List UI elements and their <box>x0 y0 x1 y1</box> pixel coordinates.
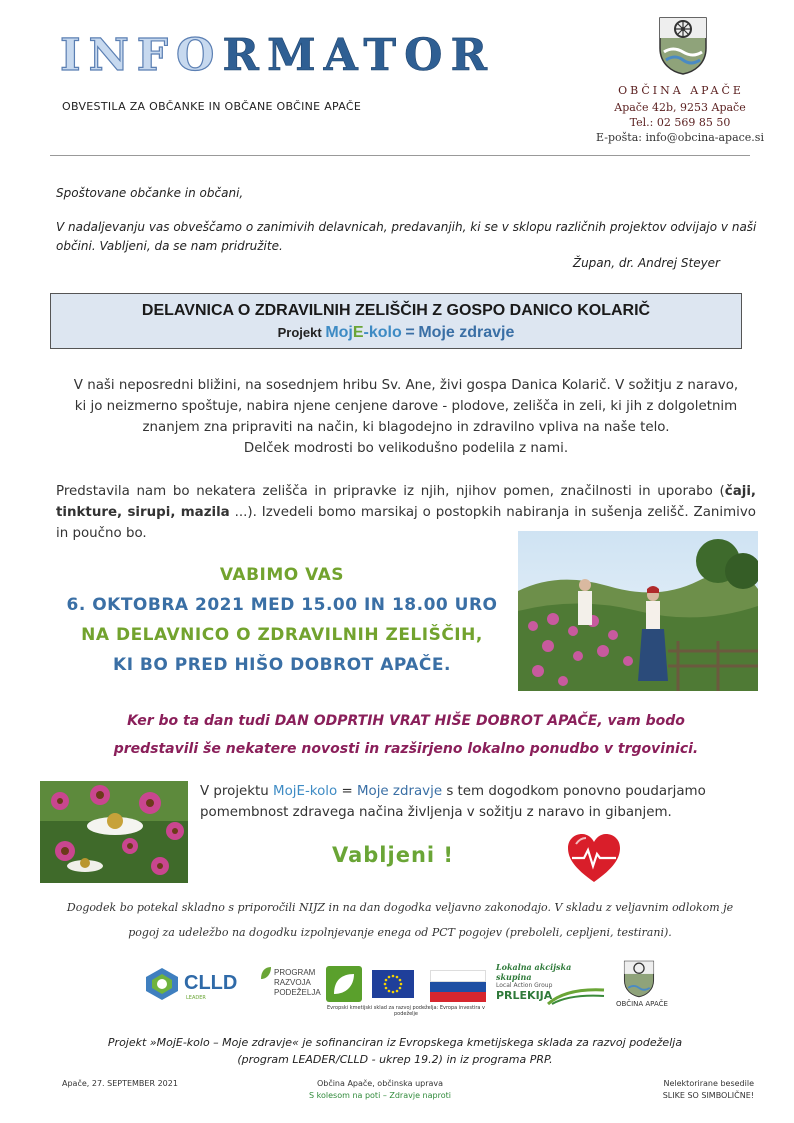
prp-line: RAZVOJA <box>274 978 311 987</box>
p2-end: ...). Izvedeli bomo marsikaj o postopkih nabiranja in sušenja zelišč. Zanimivo in poučno bo. <box>56 505 757 541</box>
event-heading: DELAVNICA O ZDRAVILNIH ZELIŠČIH Z GOSPO DANICO KOLARIČ <box>141 302 651 319</box>
invitation-date: 6. OKTOBRA 2021 MED 15.00 IN 18.00 URO <box>66 595 498 615</box>
clld-emblem-icon <box>144 966 180 1002</box>
phone: Tel.: 02 569 85 50 <box>629 116 731 129</box>
health-note-line-1: Dogodek bo potekal skladno s priporočili NIJZ in na dan dogodka veljavno zakonodajo. V skladu z veljavnim odlokom je <box>66 901 734 914</box>
project-moj: Moj <box>325 324 353 341</box>
email[interactable]: E-pošta: info@obcina-apace.si <box>596 131 764 144</box>
project-text-mojekolo: MojE-kolo <box>273 784 338 799</box>
footer-center <box>300 1078 460 1102</box>
las-name: PRLEKIJA <box>496 989 553 1002</box>
footer-disclaimer: Nelektorirane besedile <box>663 1079 754 1088</box>
project-label: Projekt <box>277 325 322 340</box>
mayor-signature: Župan, dr. Andrej Steyer <box>572 256 720 270</box>
slovenia-flag-icon <box>430 970 486 1000</box>
clld-subtext: LEADER <box>186 995 206 1001</box>
clld-text: CLLD <box>184 972 238 994</box>
project-text-equals: = <box>341 784 353 799</box>
greeting: Spoštovane občanke in občani, <box>56 186 244 200</box>
project-equals: = <box>405 324 415 341</box>
project-line <box>51 324 741 342</box>
title-part-solid: RMATOR <box>222 30 496 81</box>
footer-office: Občina Apače, občinska uprava <box>316 1079 444 1088</box>
invitation-line-3: NA DELAVNICO O ZDRAVILNIH ZELIŠČIH, <box>81 625 483 645</box>
funding-line-2: (program LEADER/CLLD - ukrep 19.2) in iz programa PRP. <box>237 1053 553 1066</box>
las-title: Lokalna akcijska skupina <box>496 962 572 982</box>
invitation-location: KI BO PRED HIŠO DOBROT APAČE. <box>113 655 451 675</box>
event-title-box <box>50 293 742 349</box>
prp-line: PODEŽELJA <box>274 988 321 997</box>
prp-line: PROGRAM <box>274 968 316 977</box>
footer-right <box>648 1078 754 1102</box>
project-text-zdravje: Moje zdravje <box>356 784 443 799</box>
title-part-outline: INFO <box>60 30 223 81</box>
project-e: E <box>352 324 364 341</box>
funding-line-1: Projekt »MojE-kolo – Moje zdravje« je sofinanciran iz Evropskega kmetijskega sklada za razvoj podeželja <box>107 1036 683 1049</box>
footer-slogan: S kolesom na poti – Zdravje naproti <box>309 1091 451 1100</box>
eu-fund-banner: Evropski kmetijski sklad za razvoj podeželja: Evropa investira v podeželje <box>326 1005 486 1017</box>
herb-garden-photo <box>518 531 758 691</box>
intro-line-2: občini. Vabljeni, da se nam pridružite. <box>56 239 283 253</box>
las-vines-icon <box>546 984 606 1006</box>
las-subtitle: Local Action Group <box>496 982 553 989</box>
eu-stars-icon <box>372 970 414 998</box>
intro-line-1: V nadaljevanju vas obveščamo o zanimivih delavnicah, predavanjih, ki se v sklopu različnih projektov odvijajo v naši <box>56 220 757 234</box>
p1-line: Delček modrosti bo velikodušno podelila z nami. <box>243 441 569 456</box>
project-name <box>325 324 401 341</box>
municipality-name: OBČINA APAČE <box>618 84 744 97</box>
leader-leaf-icon <box>326 966 362 1002</box>
welcome-text: Vabljeni ! <box>332 843 454 867</box>
project-text-rest: s tem dogodkom ponovno poudarjamo <box>446 784 706 799</box>
leader-logo <box>326 966 362 1002</box>
health-note-line-2: pogoj za udeležbo na dogodku izpolnjevanje enega od PCT pogojev (preboleli, cepljeni, testirani). <box>128 926 672 939</box>
footer-date: Apače, 27. SEPTEMBER 2021 <box>62 1079 178 1088</box>
project-text-line-1 <box>200 781 740 802</box>
p1-line: ki jo neizmerno spoštuje, nabira njene cenjene darove - plodove, zelišča in zeli, ki jih z dolgoletnim <box>74 399 738 414</box>
open-day-line-1: Ker bo ta dan tudi DAN ODPRTIH VRAT HIŠE DOBROT APAČE, vam bodo <box>127 713 685 729</box>
prp-logo <box>258 966 320 1014</box>
p1-line: V naši neposredni bližini, na sosednjem hribu Sv. Ane, živi gospa Danica Kolarič. V sožitju z naravo, <box>73 378 739 393</box>
las-prlekija-logo <box>496 962 608 1010</box>
municipality-contact <box>590 100 770 145</box>
obcina-logo-text: OBČINA APAČE <box>616 1000 668 1008</box>
prp-leaf-icon <box>260 966 272 980</box>
echinacea-flowers-photo <box>40 781 188 883</box>
p1-line: znanjem zna pripraviti na način, ki blagodejno in zdravilno vpliva na naše telo. <box>142 420 670 435</box>
invitation-line-1: VABIMO VAS <box>219 565 345 585</box>
project-moje-zdravje: Moje zdravje <box>418 324 515 341</box>
p2-products: čaji, tinkture, sirupi, mazila <box>56 484 756 520</box>
municipality-coat-of-arms-icon <box>658 16 708 76</box>
project-text-line-2: pomembnost zdravega načina življenja v sožitju z naravo in gibanjem. <box>200 805 672 820</box>
newsletter-subtitle: OBVESTILA ZA OBČANKE IN OBČANE OBČINE APAČE <box>62 100 362 113</box>
address: Apače 42b, 9253 Apače <box>614 101 746 114</box>
p2-start: Predstavila nam bo nekatera zelišča in pripravke iz njih, njihov pomen, značilnosti in uporabo ( <box>56 484 725 499</box>
clld-logo <box>144 960 244 1004</box>
eu-flag-icon <box>372 970 414 998</box>
open-day-line-2: predstavili še nekatere novosti in razširjeno lokalno ponudbo v trgovinici. <box>113 741 699 757</box>
footer-image-note: SLIKE SO SIMBOLIČNE! <box>662 1091 754 1100</box>
obcina-coat-icon <box>620 960 658 998</box>
project-kolo: -kolo <box>363 324 402 341</box>
header-divider <box>50 155 750 156</box>
body-paragraph-1 <box>56 375 756 459</box>
project-text-prefix: V projektu <box>200 784 269 799</box>
newsletter-title <box>60 28 495 84</box>
heart-icon <box>566 832 622 886</box>
